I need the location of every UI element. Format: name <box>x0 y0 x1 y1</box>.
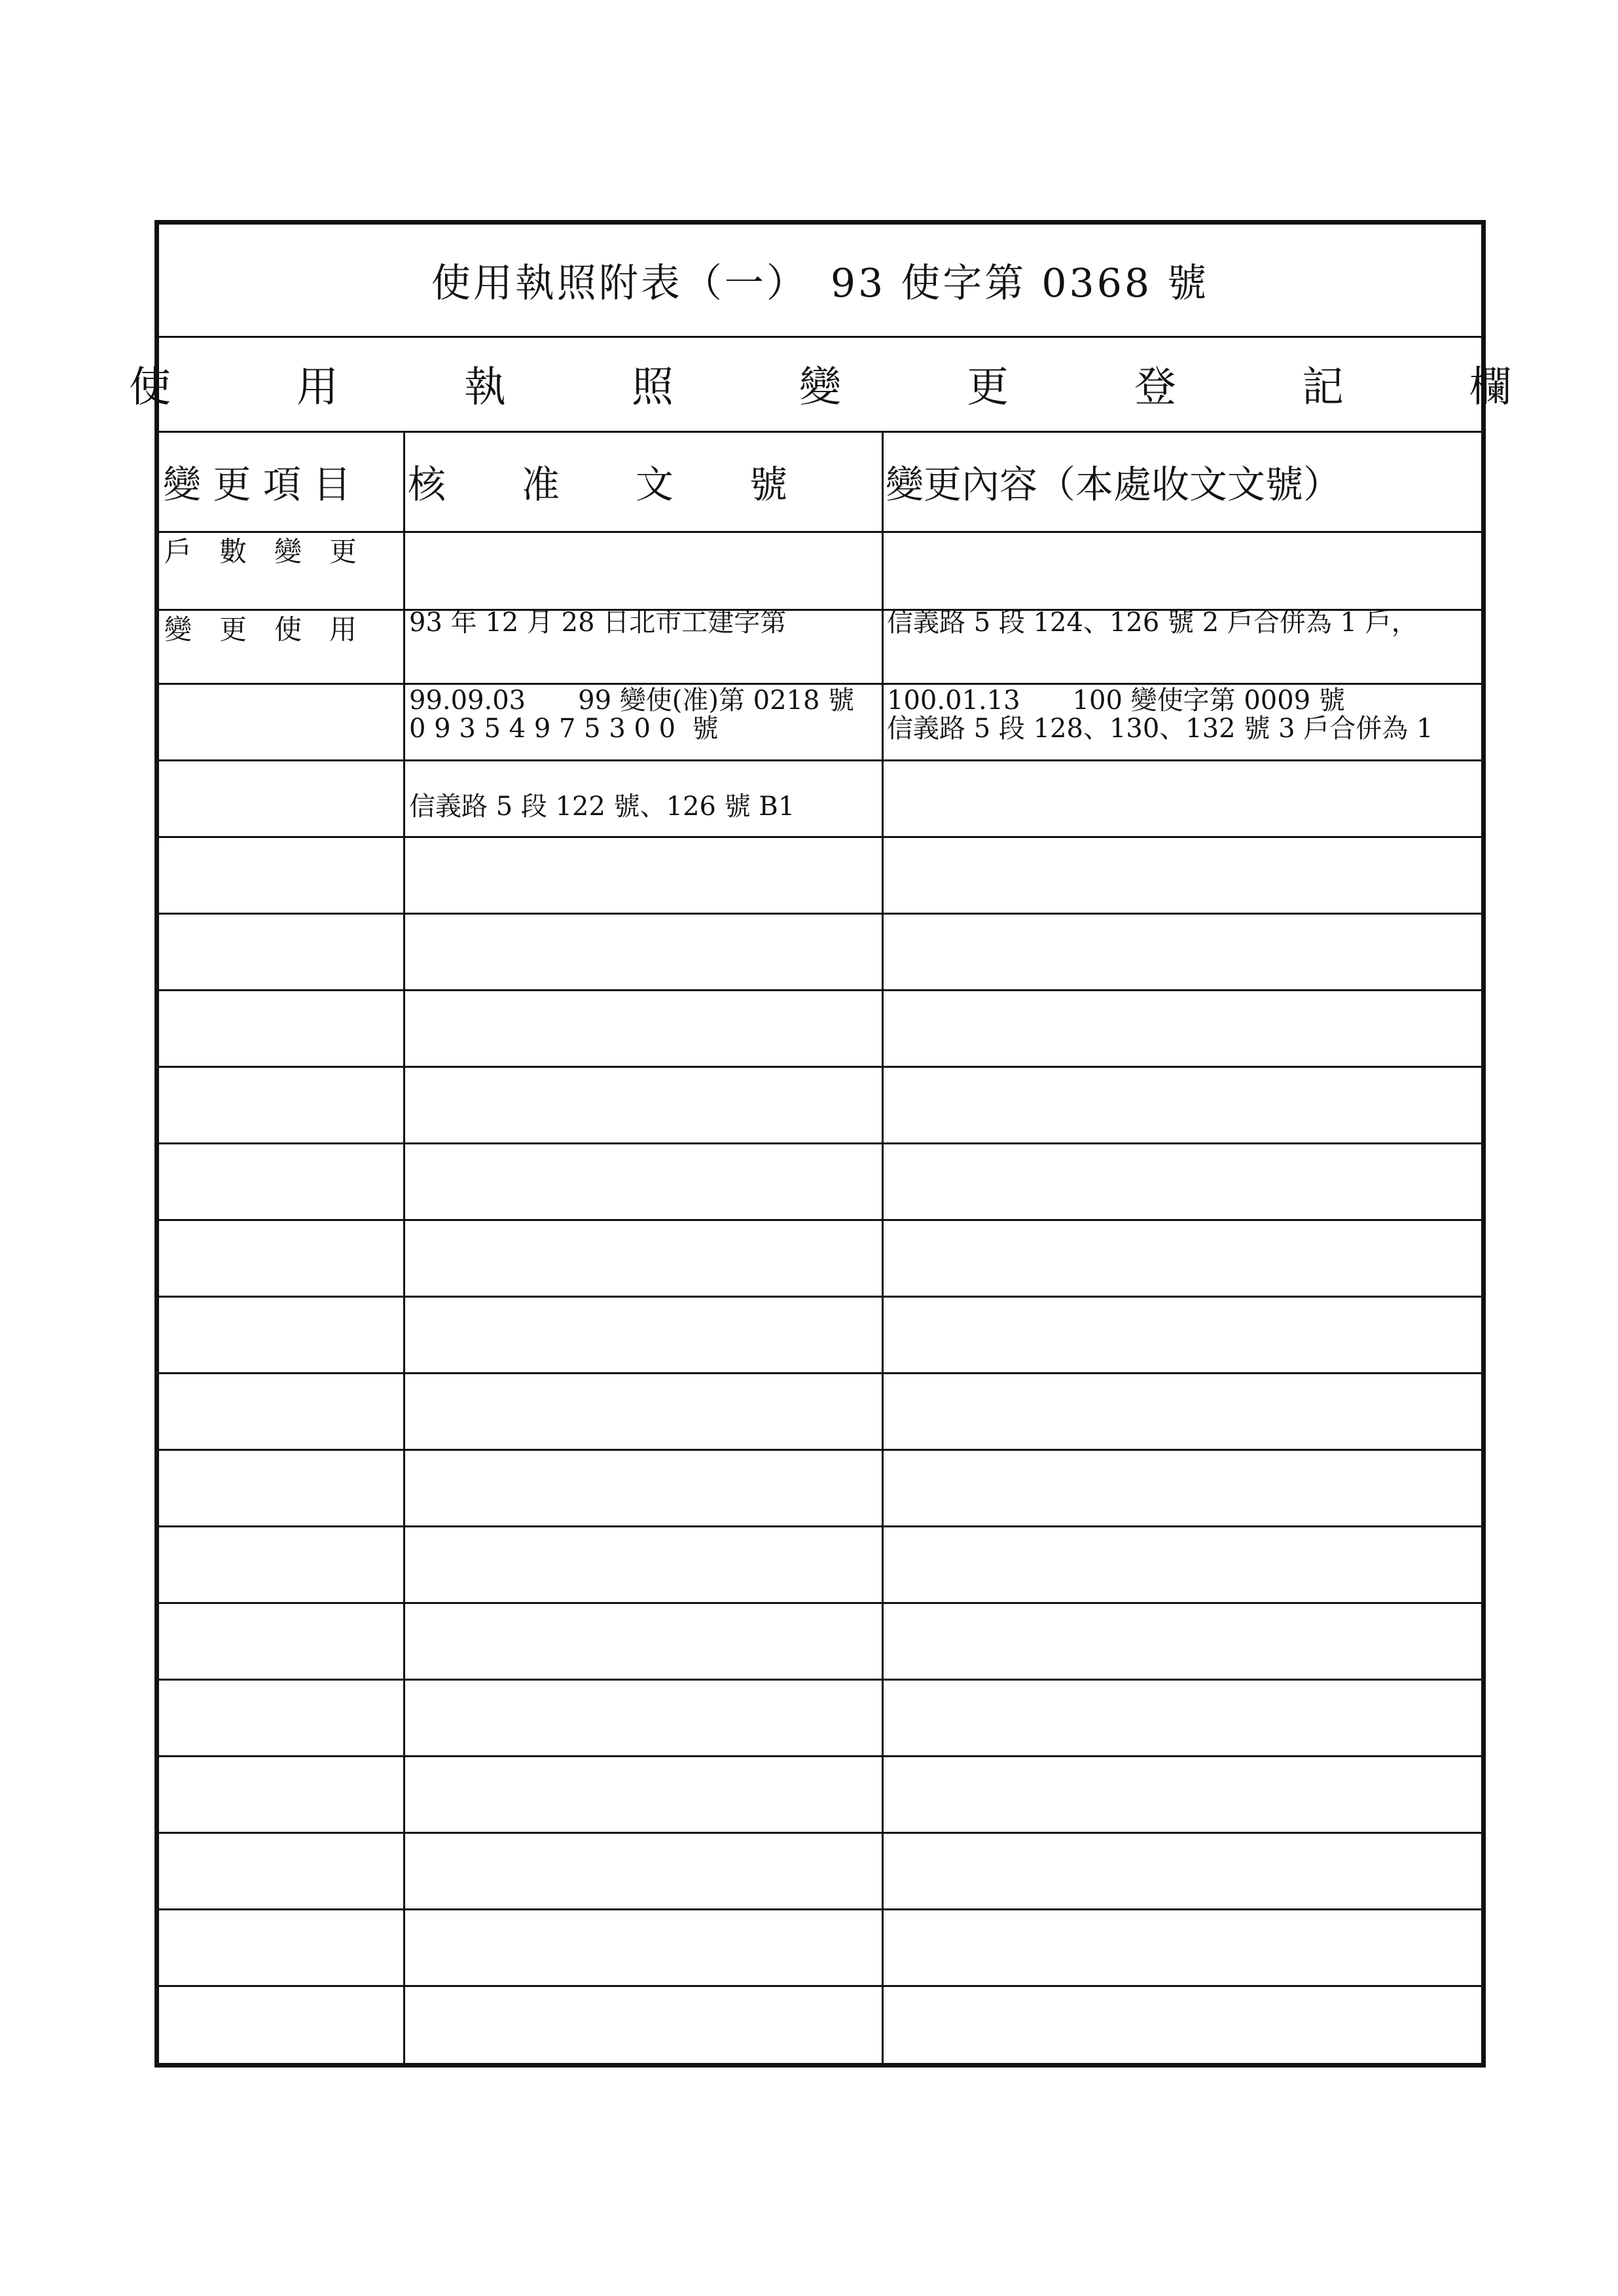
header-change-item: 變 更 項 目 <box>163 462 351 507</box>
row-1-approval-line-1: 93 年 12 月 28 日北市工建字第 <box>409 608 787 638</box>
row-2-approval <box>409 612 880 895</box>
empty-row-divider <box>159 1142 1481 1144</box>
empty-row-divider <box>159 1679 1481 1681</box>
row-1-item: 戶 數 變 更 <box>164 536 357 568</box>
empty-row-divider <box>159 836 1481 838</box>
empty-row-divider <box>159 1832 1481 1834</box>
empty-row-divider <box>159 1372 1481 1374</box>
header-divider <box>159 531 1481 533</box>
empty-row-divider <box>159 1755 1481 1757</box>
column-divider-2 <box>882 431 884 2063</box>
empty-row-divider <box>159 1908 1481 1910</box>
row-2-divider <box>159 683 1481 685</box>
header-approval-number: 核 准 文 號 <box>408 462 788 507</box>
empty-row-divider <box>159 1296 1481 1298</box>
empty-row-divider <box>159 759 1481 761</box>
row-1-content-line-2: 信義路 5 段 128、130、132 號 3 戶合併為 1 <box>887 714 1433 744</box>
empty-row-divider <box>159 989 1481 991</box>
header-change-content: 變更內容（本處收文文號） <box>886 462 1342 507</box>
empty-row-divider <box>159 1219 1481 1221</box>
row-2-approval-line-1: 99.09.03 99 變使(准)第 0218 號 <box>409 685 855 716</box>
section-heading: 使 用 執 照 變 更 登 記 欄 <box>129 363 1511 412</box>
column-divider-1 <box>403 431 405 2063</box>
row-2-content-line-1: 100.01.13 100 變使字第 0009 號 <box>887 685 1345 716</box>
document-title: 使用執照附表（一） 93 使字第 0368 號 <box>431 261 1210 306</box>
empty-row-divider <box>159 1602 1481 1604</box>
empty-row-divider <box>159 913 1481 915</box>
empty-row-divider <box>159 1985 1481 1987</box>
row-2-item: 變 更 使 用 <box>164 613 357 646</box>
empty-row-divider <box>159 1449 1481 1451</box>
row-2-approval-line-2: 信義路 5 段 122 號、126 號 B1 <box>409 792 795 822</box>
row-1-content-line-1: 信義路 5 段 124、126 號 2 戶合併為 1 戶， <box>887 608 1418 638</box>
row-1-divider <box>159 609 1481 611</box>
row-1-approval-line-2: 0 9 3 5 4 9 7 5 3 0 0 號 <box>409 714 719 744</box>
change-registration-form <box>129 220 1511 2068</box>
empty-row-divider <box>159 1525 1481 1527</box>
row-2-content <box>887 612 1486 895</box>
row-2-content-line-2 <box>887 789 1486 824</box>
empty-row-divider <box>159 1066 1481 1068</box>
